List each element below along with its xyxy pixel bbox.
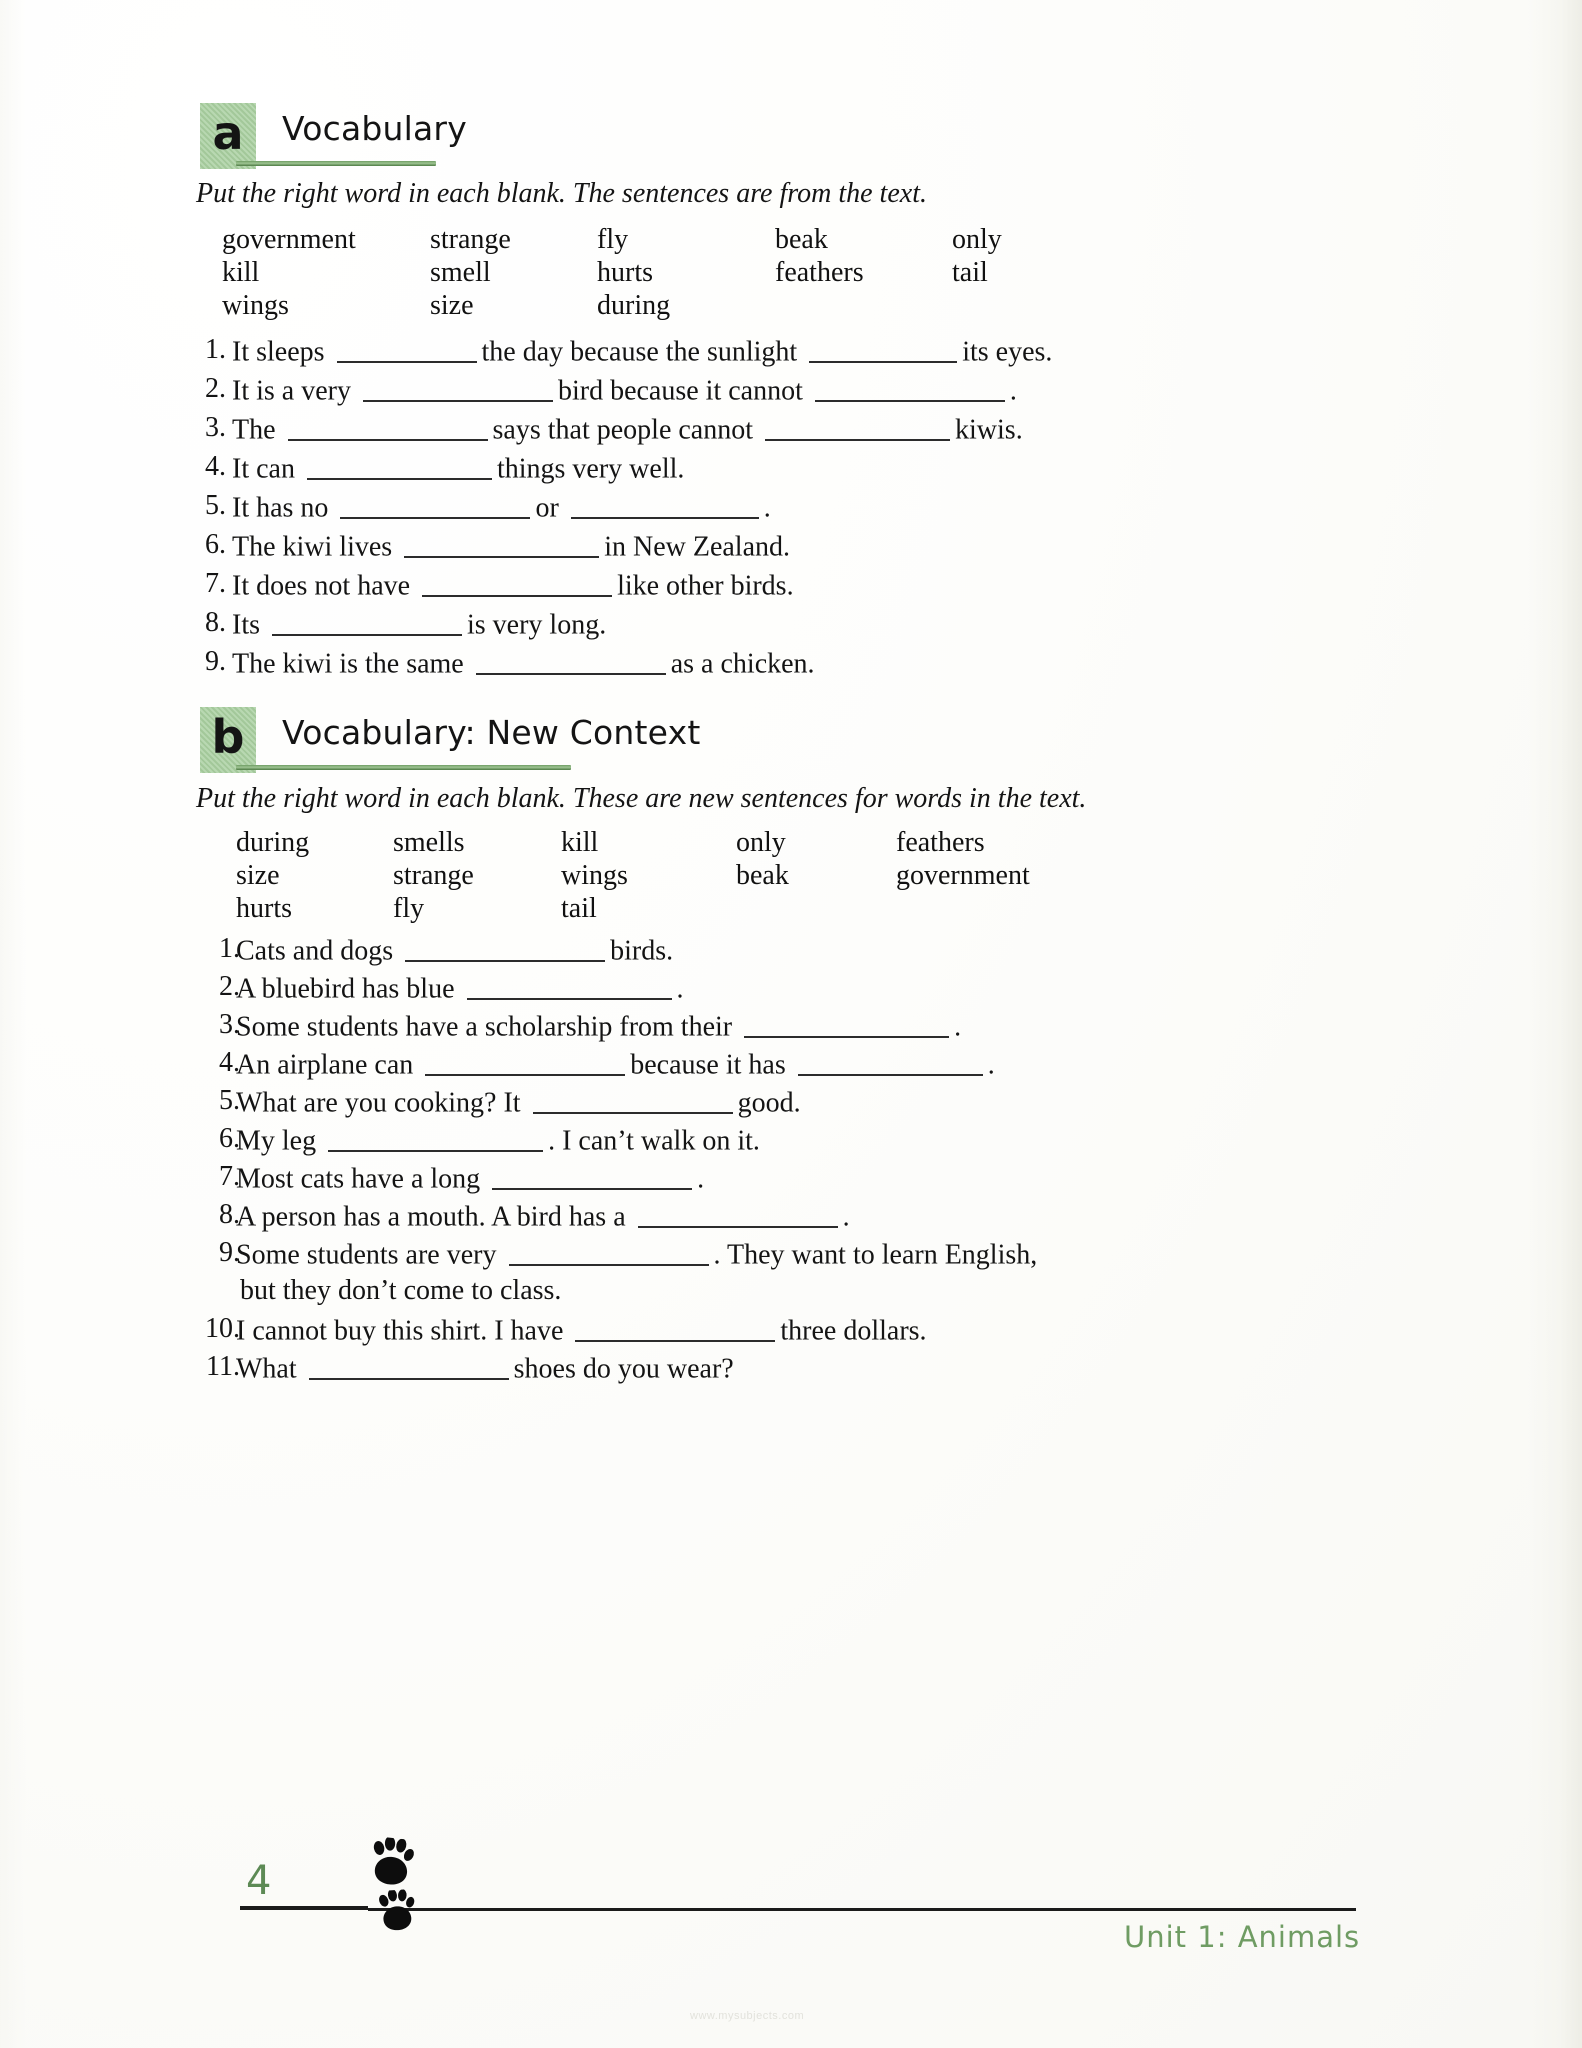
item-text: the day because the sunlight [481,336,798,368]
word-bank-item: tail [952,257,988,288]
fill-in-blank[interactable] [744,1009,949,1038]
section-b-header [200,707,900,777]
item-number: 6. [205,529,226,560]
word-bank-item: strange [393,860,474,891]
item-text: What [236,1353,297,1385]
footer-unit-label: Unit 1: Animals [1124,1920,1361,1954]
item-text: birds. [610,935,674,967]
item-text: shoes do you wear? [513,1353,734,1385]
item-number: 11. [206,1351,240,1382]
fill-in-blank[interactable] [307,451,492,480]
word-bank-item: feathers [896,827,985,858]
fill-in-blank[interactable] [405,933,605,962]
fill-in-blank[interactable] [492,1161,692,1190]
item-text: as a chicken. [670,648,815,680]
item-number: 1. [219,933,240,964]
item-text: Cats and dogs [236,935,394,967]
item-text: What are you cooking? It [236,1087,521,1119]
item-text: Some students are very [236,1239,497,1271]
item-text: Some students have a scholarship from their [236,1011,733,1043]
fill-in-blank[interactable] [272,607,462,636]
word-bank-item: size [236,860,280,891]
exercise-item [236,1237,1037,1270]
exercise-item [236,933,673,966]
word-bank-item: smell [430,257,491,288]
exercise-item [236,1351,734,1384]
exercise-item [236,1199,850,1232]
item-text: Most cats have a long [236,1163,481,1195]
item-text: The kiwi is the same [232,648,464,680]
fill-in-blank[interactable] [288,412,488,441]
item-text: It does not have [232,570,411,602]
item-text: like other birds. [617,570,794,602]
fill-in-blank[interactable] [476,646,666,675]
word-bank-item: only [952,224,1002,255]
footer-rule [368,1908,1356,1911]
word-bank-item: beak [736,860,789,891]
page-number-rule [240,1906,368,1910]
fill-in-blank[interactable] [337,334,477,363]
word-bank-item: only [736,827,786,858]
item-number: 2. [219,971,240,1002]
section-letter-badge-a [200,103,256,169]
item-number: 2. [205,373,226,404]
item-number: 4. [219,1047,240,1078]
exercise-item [236,1123,760,1156]
item-text: . [1009,375,1017,407]
item-text: . I can’t walk on it. [548,1125,760,1157]
fill-in-blank[interactable] [765,412,950,441]
fill-in-blank[interactable] [309,1351,509,1380]
word-bank-item: fly [597,224,629,255]
item-text: I cannot buy this shirt. I have [236,1315,564,1347]
page-watermark: www.mysubjects.com [690,2010,805,2022]
word-bank-item: government [896,860,1030,891]
paw-print-icon [377,1889,418,1934]
item-text: or [535,492,559,524]
section-underline-b [236,765,571,770]
item-number: 7. [205,568,226,599]
word-bank-item: tail [561,893,597,924]
item-text: its eyes. [962,336,1053,368]
section-letter-a: a [212,106,244,160]
fill-in-blank[interactable] [425,1047,625,1076]
item-text: kiwis. [955,414,1023,446]
item-text: good. [737,1087,801,1119]
fill-in-blank[interactable] [404,529,599,558]
fill-in-blank[interactable] [467,971,672,1000]
item-text: It is a very [232,375,351,407]
word-bank-item: feathers [775,257,864,288]
fill-in-blank[interactable] [363,373,553,402]
exercise-item [236,1085,801,1118]
item-number: 3. [219,1009,240,1040]
item-number: 9. [219,1237,240,1268]
item-text: It sleeps [232,336,325,368]
word-bank-item: during [236,827,310,858]
section-a-header [200,103,900,173]
item-number: 5. [205,490,226,521]
item-text: . [697,1163,705,1195]
fill-in-blank[interactable] [340,490,530,519]
section-letter-b: b [211,710,245,764]
item-number: 10. [205,1313,240,1344]
fill-in-blank[interactable] [533,1085,733,1114]
item-text: . They want to learn English, [713,1239,1038,1271]
word-bank-item: strange [430,224,511,255]
exercise-item [236,1009,961,1042]
fill-in-blank[interactable] [509,1237,709,1266]
exercise-item [232,412,1023,445]
item-text: . [842,1201,850,1233]
exercise-item-continuation: but they don’t come to class. [240,1275,562,1306]
fill-in-blank[interactable] [422,568,612,597]
word-bank-item: hurts [597,257,653,288]
exercise-item [232,646,815,679]
item-text: A person has a mouth. A bird has a [236,1201,626,1233]
item-text: because it has [630,1049,786,1081]
exercise-item [236,1161,704,1194]
fill-in-blank[interactable] [798,1047,983,1076]
item-number: 8. [205,607,226,638]
item-text: things very well. [496,453,685,485]
page-number: 4 [246,1858,272,1904]
item-text: says that people cannot [492,414,754,446]
fill-in-blank[interactable] [575,1313,775,1342]
section-letter-badge-b [200,707,256,773]
word-bank-item: size [430,290,474,321]
exercise-item [232,607,606,640]
exercise-item [232,334,1052,367]
word-bank-item: kill [561,827,599,858]
item-text: . [676,973,684,1005]
item-text: Its [232,609,260,641]
fill-in-blank[interactable] [638,1199,838,1228]
fill-in-blank[interactable] [815,373,1005,402]
exercise-item [232,490,771,523]
exercise-item [232,373,1017,406]
fill-in-blank[interactable] [571,490,759,519]
section-underline-a [236,161,436,166]
exercise-item [236,1047,995,1080]
section-b-directions: Put the right word in each blank. These are new sentences for words in the text. [196,783,1087,814]
word-bank-item: smells [393,827,465,858]
fill-in-blank[interactable] [809,334,957,363]
exercise-item [232,568,794,601]
item-text: three dollars. [780,1315,927,1347]
item-text: My leg [236,1125,317,1157]
word-bank-item: fly [393,893,425,924]
item-number: 4. [205,451,226,482]
section-title-a: Vocabulary [282,109,467,148]
item-text: A bluebird has blue [236,973,455,1005]
item-text: . [987,1049,995,1081]
word-bank-item: hurts [236,893,292,924]
item-number: 3. [205,412,226,443]
item-text: The [232,414,276,446]
item-text: An airplane can [236,1049,414,1081]
item-number: 9. [205,646,226,677]
exercise-item [236,1313,927,1346]
word-bank-item: during [597,290,671,321]
item-number: 5. [219,1085,240,1116]
item-text: bird because it cannot [557,375,803,407]
item-text: . [954,1011,962,1043]
word-bank-item: kill [222,257,260,288]
item-text: is very long. [467,609,607,641]
word-bank-item: beak [775,224,828,255]
section-title-b: Vocabulary: New Context [282,713,701,752]
word-bank-item: wings [222,290,289,321]
word-bank-item: government [222,224,356,255]
section-a-word-bank [222,224,1122,334]
exercise-item [236,971,684,1004]
section-a-directions: Put the right word in each blank. The sentences are from the text. [196,178,927,209]
item-text: It has no [232,492,329,524]
item-text: . [763,492,771,524]
item-text: It can [232,453,295,485]
item-number: 8. [219,1199,240,1230]
item-number: 7. [219,1161,240,1192]
exercise-item [232,451,684,484]
fill-in-blank[interactable] [328,1123,543,1152]
section-b-word-bank [236,827,1136,937]
word-bank-item: wings [561,860,628,891]
exercise-item [232,529,790,562]
item-number: 1. [205,334,226,365]
paw-print-icon [368,1836,417,1890]
item-text: The kiwi lives [232,531,393,563]
item-text: in New Zealand. [604,531,791,563]
item-number: 6. [219,1123,240,1154]
